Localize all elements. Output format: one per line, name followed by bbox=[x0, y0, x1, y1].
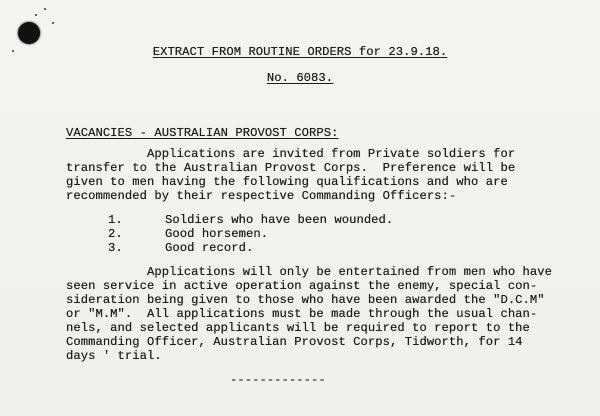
paragraph-line: Applications are invited from Private soldiers for bbox=[147, 147, 516, 161]
paragraph-line: Applications will only be entertained from men who have bbox=[147, 265, 553, 279]
list-item-number: 1. bbox=[108, 213, 123, 227]
paragraph-line: recommended by their respective Commanding Officers:- bbox=[66, 189, 457, 203]
list-item-text: Good horsemen. bbox=[165, 227, 269, 241]
paragraph-line: days ' trial. bbox=[66, 349, 162, 363]
paragraph-line: given to men having the following qualifications and who are bbox=[66, 175, 508, 189]
list-item-number: 2. bbox=[108, 227, 123, 241]
paragraph-line: or "M.M". All applications must be made through the usual chan- bbox=[66, 307, 538, 321]
divider: ------------- bbox=[230, 373, 326, 387]
list-item-text: Good record. bbox=[165, 241, 254, 255]
ink-blot bbox=[18, 22, 40, 44]
document-title: EXTRACT FROM ROUTINE ORDERS for 23.9.18. bbox=[152, 45, 448, 59]
paragraph-line: Commanding Officer, Australian Provost Corps, Tidworth, for 14 bbox=[66, 335, 523, 349]
list-item-text: Soldiers who have been wounded. bbox=[165, 213, 394, 227]
ink-speck bbox=[52, 22, 54, 24]
ink-speck bbox=[44, 8, 46, 10]
section-heading: VACANCIES - AUSTRALIAN PROVOST CORPS: bbox=[66, 126, 339, 140]
paragraph-line: seen service in active operation against the enemy, special con- bbox=[66, 279, 538, 293]
paragraph-line: sideration being given to those who have been awarded the "D.C.M" bbox=[66, 293, 545, 307]
list-item-number: 3. bbox=[108, 241, 123, 255]
paragraph-line: nels, and selected applicants will be required to report to the bbox=[66, 321, 530, 335]
order-number: No. 6083. bbox=[266, 71, 334, 85]
paragraph-line: transfer to the Australian Provost Corps. Preference will be bbox=[66, 161, 516, 175]
ink-speck bbox=[35, 14, 37, 16]
